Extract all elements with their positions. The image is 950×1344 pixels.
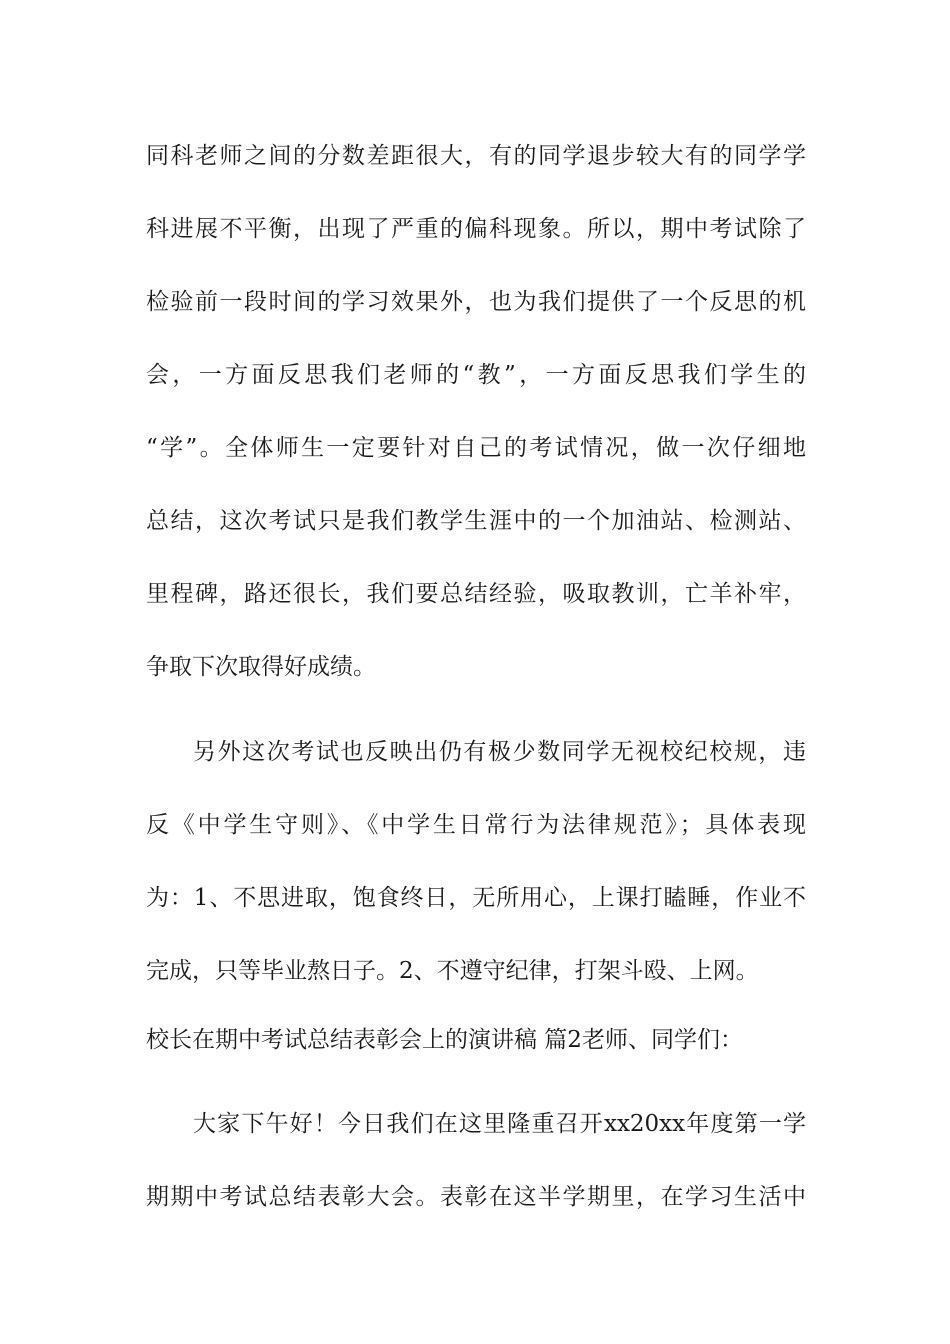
- text-line: 会，一方面反思我们老师的“教”，一方面反思我们学生的: [146, 362, 806, 388]
- text-line: 大家下午好！今日我们在这里隆重召开xx20xx年度第一学: [193, 1111, 806, 1137]
- text-line: 同科老师之间的分数差距很大，有的同学退步较大有的同学学: [146, 143, 806, 169]
- text-line: 检验前一段时间的学习效果外，也为我们提供了一个反思的机: [146, 289, 806, 315]
- text-line: 科进展不平衡，出现了严重的偏科现象。所以，期中考试除了: [146, 216, 806, 242]
- text-line: 反《中学生守则》、《中学生日常行为法律规范》；具体表现: [146, 812, 806, 838]
- text-line: 完成，只等毕业熬日子。2、不遵守纪律，打架斗殴、上网。: [146, 958, 759, 984]
- text-line: 另外这次考试也反映出仍有极少数同学无视校纪校规，违: [193, 739, 806, 765]
- text-line: 为：1、不思进取，饱食终日，无所用心，上课打瞌睡，作业不: [146, 885, 806, 911]
- text-line: 期期中考试总结表彰大会。表彰在这半学期里，在学习生活中: [146, 1184, 806, 1210]
- text-line: 争取下次取得好成绩。: [146, 654, 376, 680]
- section-heading: 校长在期中考试总结表彰会上的演讲稿 篇2老师、同学们：: [146, 1027, 743, 1053]
- text-line: 总结，这次考试只是我们教学生涯中的一个加油站、检测站、: [146, 508, 806, 534]
- text-line: 里程碑，路还很长，我们要总结经验，吸取教训，亡羊补牢，: [146, 581, 806, 607]
- text-line: “学”。全体师生一定要针对自己的考试情况，做一次仔细地: [146, 435, 806, 461]
